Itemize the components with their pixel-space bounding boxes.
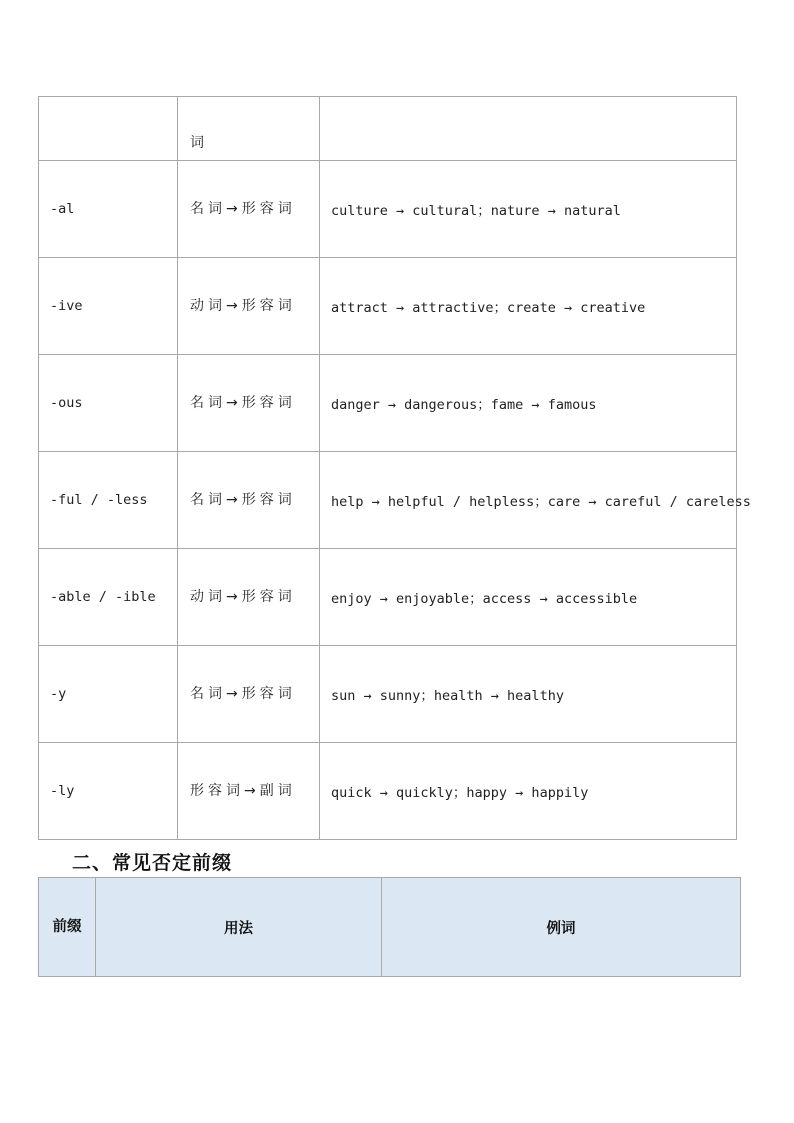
table-header-row: [39, 878, 741, 977]
table-row: [39, 97, 737, 161]
suffix-cell: [39, 97, 178, 161]
usage-cell: 名词→形容词: [178, 161, 320, 258]
suffix-cell: -able / -ible: [39, 549, 178, 646]
table-row: [39, 452, 737, 549]
examples-cell: attract → attractive；create → creative: [320, 258, 737, 355]
usage-header: 用法: [96, 878, 382, 977]
examples-cell: enjoy → enjoyable；access → accessible: [320, 549, 737, 646]
table-row: [39, 743, 737, 840]
suffix-cell: -ful / -less: [39, 452, 178, 549]
examples-cell: help → helpful / helpless；care → careful / careless: [320, 452, 737, 549]
usage-cell: 动词→形容词: [178, 549, 320, 646]
table-row: [39, 355, 737, 452]
examples-cell: sun → sunny；health → healthy: [320, 646, 737, 743]
suffix-cell: -al: [39, 161, 178, 258]
usage-cell: 名词→形容词: [178, 646, 320, 743]
section-heading: 二、常见否定前缀: [72, 852, 233, 874]
examples-cell: quick → quickly；happy → happily: [320, 743, 737, 840]
examples-cell: danger → dangerous；fame → famous: [320, 355, 737, 452]
usage-cell: 形容词→副词: [178, 743, 320, 840]
suffix-cell: -y: [39, 646, 178, 743]
table-row: [39, 258, 737, 355]
suffix-cell: -ly: [39, 743, 178, 840]
examples-header: 例词: [382, 878, 741, 977]
usage-cell: 名词→形容词: [178, 452, 320, 549]
prefix-header: 前缀: [39, 878, 96, 977]
examples-cell: [320, 97, 737, 161]
suffix-cell: -ive: [39, 258, 178, 355]
examples-cell: culture → cultural；nature → natural: [320, 161, 737, 258]
suffix-table: [38, 96, 751, 840]
table-row: [39, 549, 737, 646]
usage-cell: 动词→形容词: [178, 258, 320, 355]
suffix-cell: -ous: [39, 355, 178, 452]
usage-cell: 名词→形容词: [178, 355, 320, 452]
table-row: [39, 161, 737, 258]
usage-cell: 词: [178, 97, 320, 161]
prefix-table: [38, 877, 741, 977]
table-row: [39, 646, 737, 743]
